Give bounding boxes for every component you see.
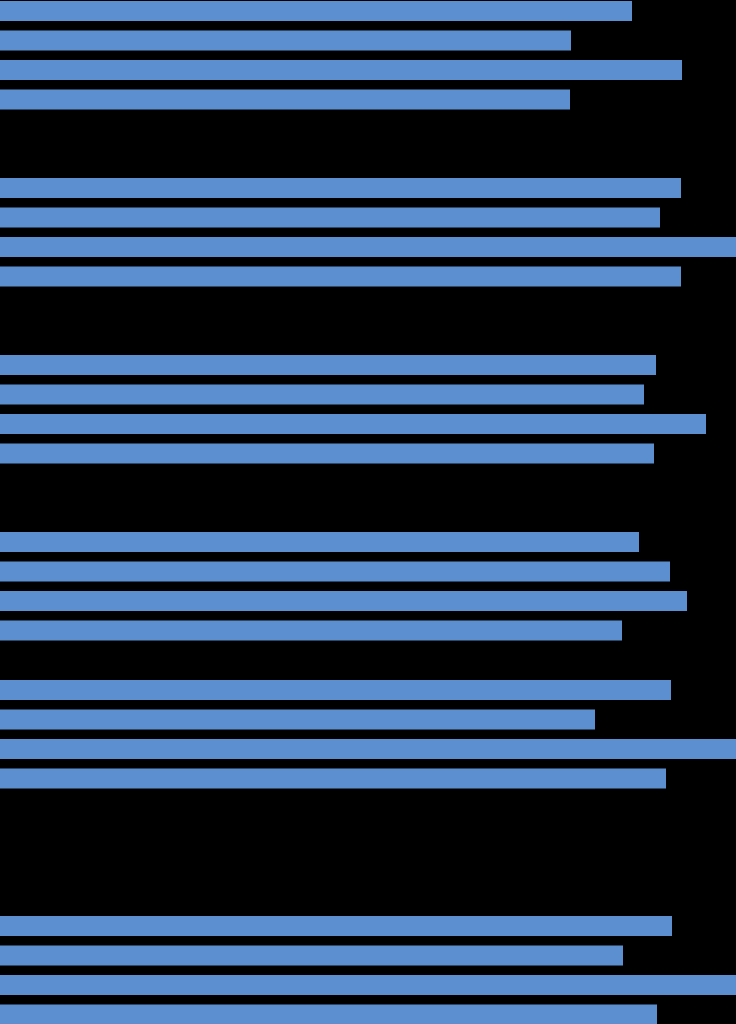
bar-4-3	[0, 591, 687, 611]
bar-3-3	[0, 414, 706, 434]
bar-2-3	[0, 237, 736, 257]
bar-2-4	[0, 267, 681, 287]
bar-6-4	[0, 1005, 657, 1024]
bar-1-4	[0, 90, 570, 110]
bar-5-1	[0, 680, 671, 700]
bar-4-2	[0, 562, 670, 582]
bar-1-3	[0, 60, 682, 80]
bar-5-3	[0, 739, 736, 759]
bar-1-2	[0, 31, 571, 51]
bar-6-1	[0, 916, 672, 936]
bar-2-1	[0, 178, 681, 198]
bar-5-2	[0, 710, 595, 730]
bar-2-2	[0, 208, 660, 228]
bar-3-2	[0, 385, 644, 405]
bar-4-4	[0, 621, 622, 641]
bar-6-2	[0, 946, 623, 966]
bar-1-1	[0, 1, 632, 21]
bar-4-1	[0, 532, 639, 552]
bar-6-3	[0, 975, 736, 995]
bar-3-1	[0, 355, 656, 375]
bar-5-4	[0, 769, 666, 789]
bar-3-4	[0, 444, 654, 464]
